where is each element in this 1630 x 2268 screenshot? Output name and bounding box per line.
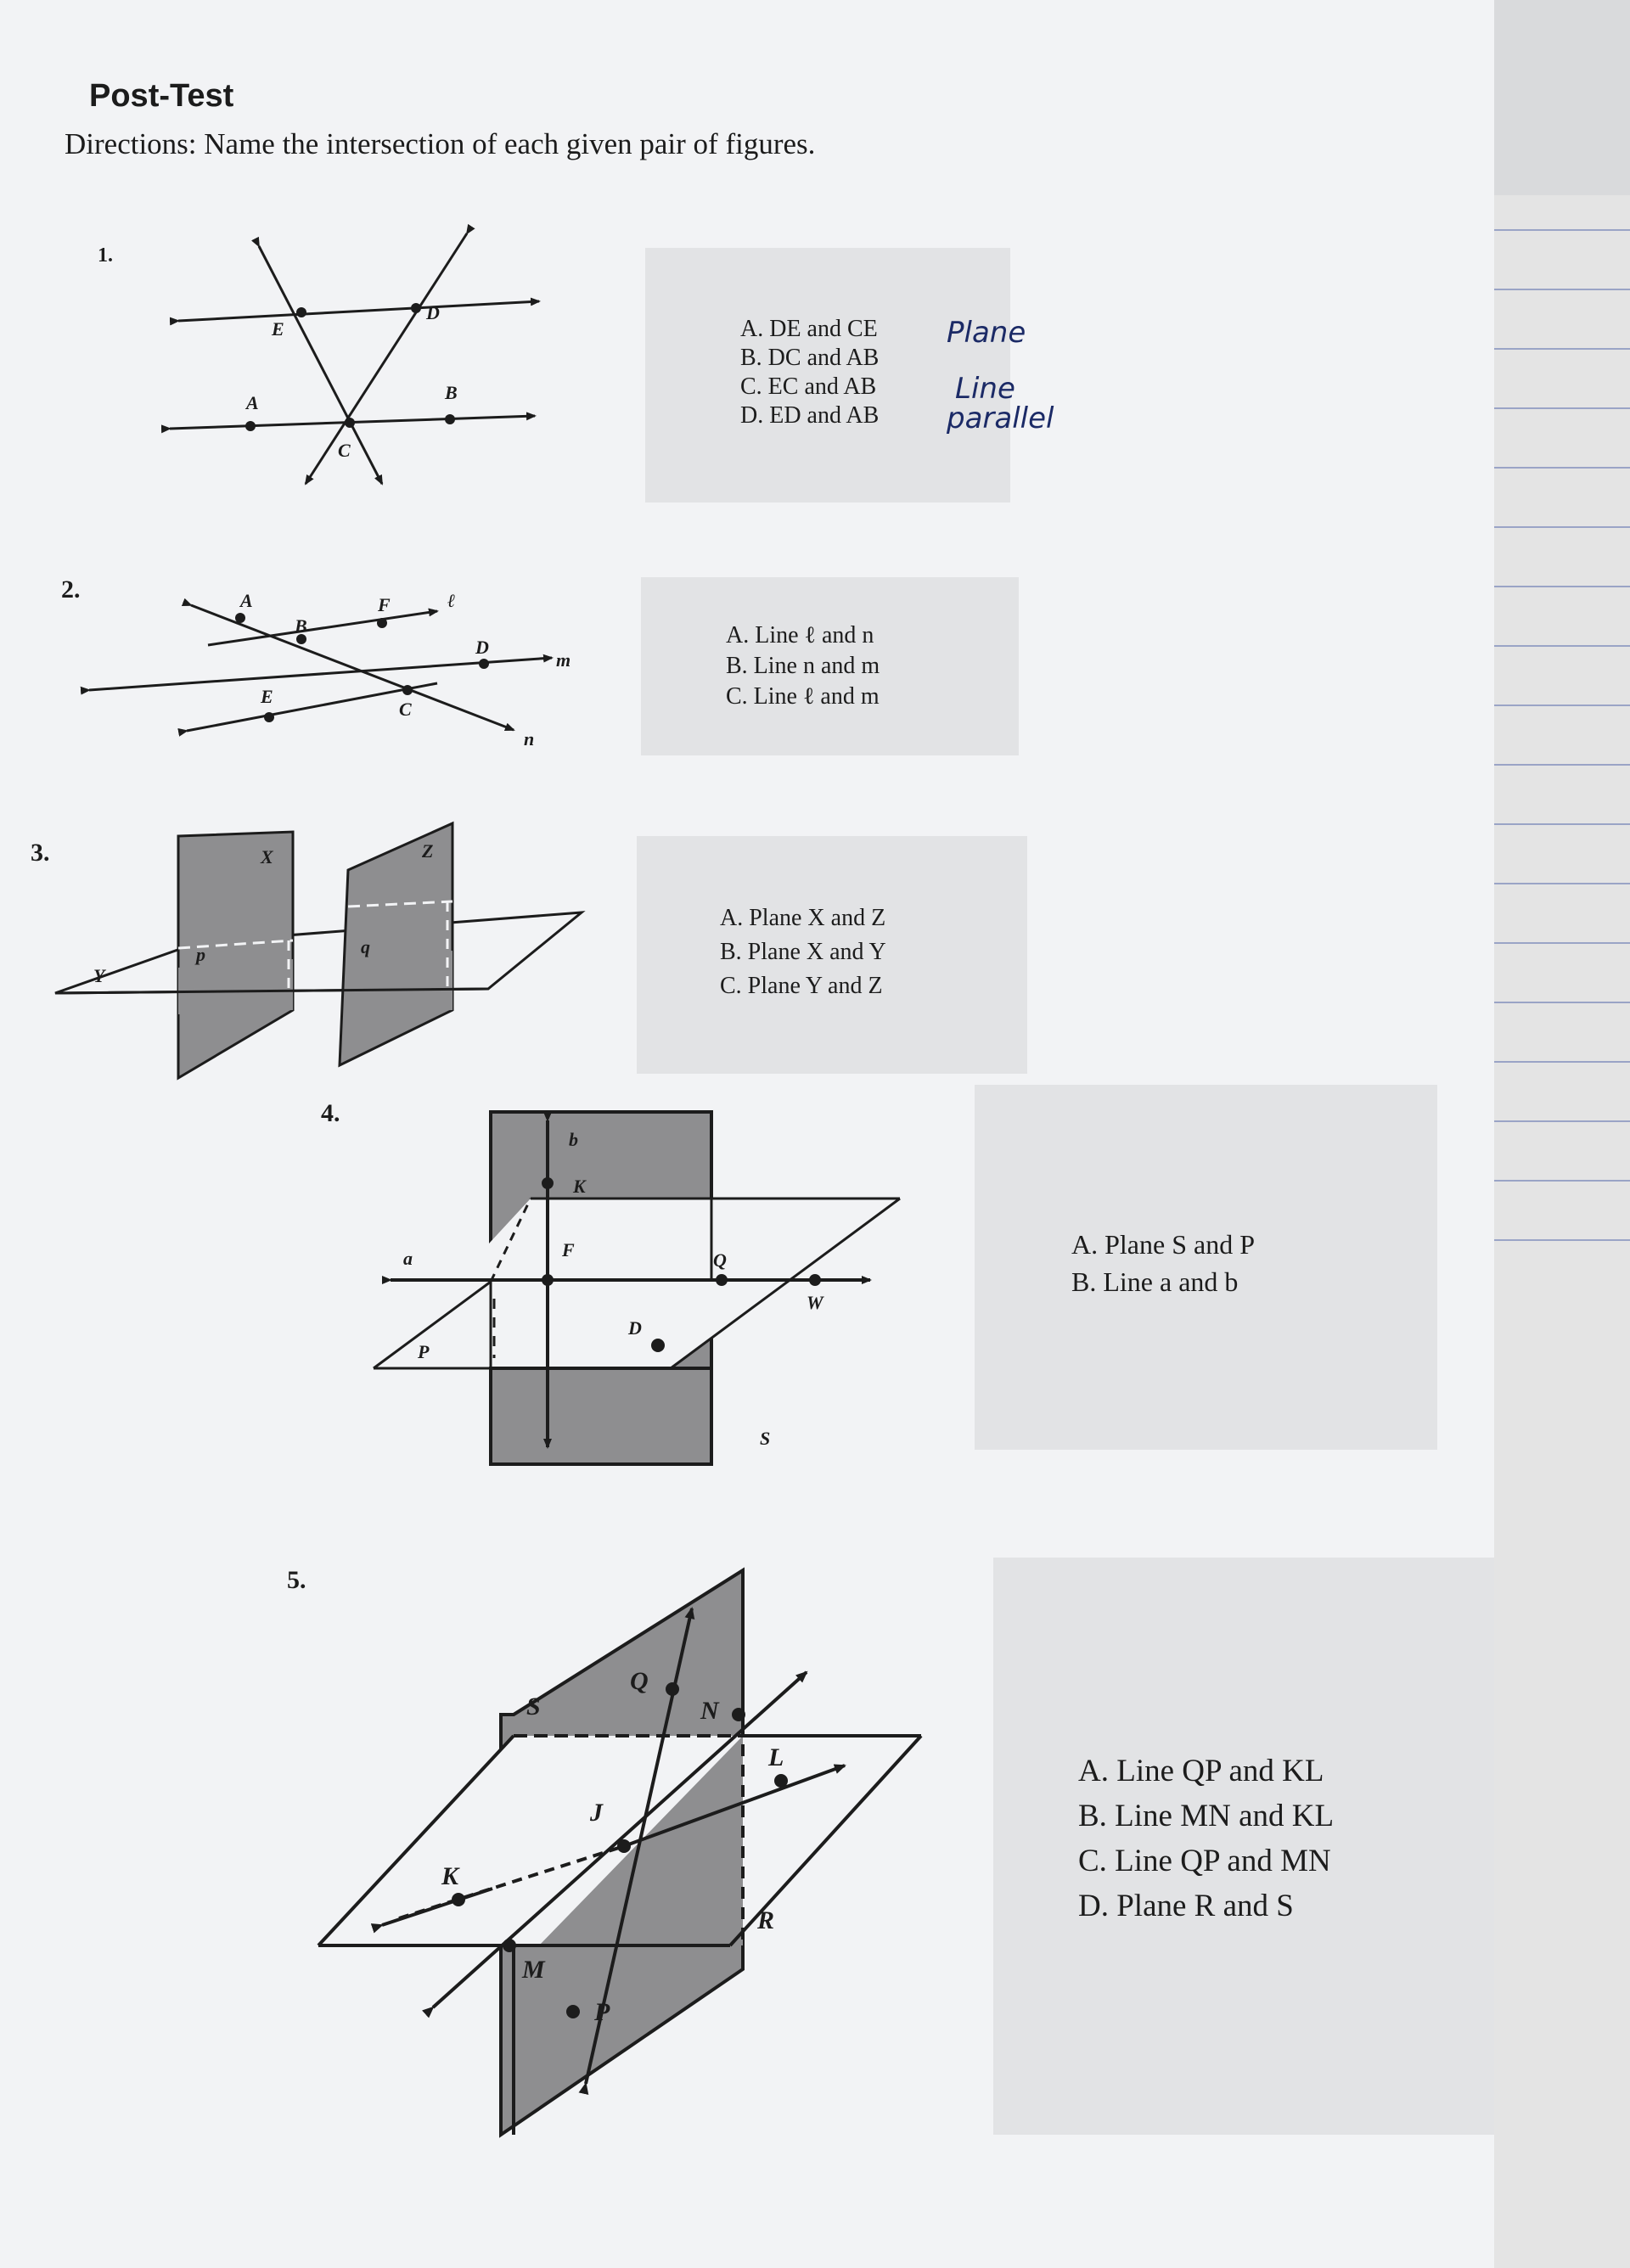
label-E: E [272, 318, 284, 340]
label-m: m [556, 649, 571, 671]
label-L: L [768, 1743, 784, 1771]
label-D: D [628, 1317, 642, 1339]
label-S: S [526, 1693, 541, 1721]
label-S: S [760, 1428, 771, 1449]
label-B: B [295, 615, 307, 637]
label-q: q [361, 936, 370, 957]
label-A: A [246, 392, 259, 413]
question-5-figure [314, 1562, 934, 2139]
q4-option-b[interactable]: B. Line a and b [1071, 1266, 1239, 1297]
label-K: K [573, 1176, 586, 1197]
q3-option-c[interactable]: C. Plane Y and Z [720, 973, 883, 999]
label-P: P [418, 1341, 430, 1362]
label-B: B [445, 382, 458, 403]
q1-option-d[interactable]: D. ED and AB [740, 402, 880, 429]
label-N: N [700, 1697, 719, 1725]
q1-option-a[interactable]: A. DE and CE [740, 316, 878, 342]
question-4-number: 4. [321, 1099, 340, 1127]
q2-option-b[interactable]: B. Line n and m [726, 653, 880, 679]
label-W: W [807, 1292, 823, 1313]
label-a: a [403, 1248, 413, 1269]
label-X: X [261, 846, 273, 867]
handwritten-answer-c: Line [955, 372, 1015, 406]
question-3-figure [47, 819, 599, 1082]
q5-option-d[interactable]: D. Plane R and S [1078, 1889, 1294, 1923]
label-Y: Y [93, 965, 105, 986]
label-Z: Z [422, 840, 434, 862]
q5-option-a[interactable]: A. Line QP and KL [1078, 1754, 1324, 1788]
directions-text: Directions: Name the intersection of each given pair of figures. [65, 127, 816, 160]
label-P: P [594, 1998, 610, 2026]
q5-option-c[interactable]: C. Line QP and MN [1078, 1844, 1331, 1878]
label-D: D [475, 637, 489, 658]
label-l: ℓ [447, 590, 456, 611]
label-b: b [569, 1129, 578, 1150]
label-C: C [338, 440, 351, 461]
label-D: D [426, 302, 440, 323]
label-A: A [240, 590, 253, 611]
q2-option-c[interactable]: C. Line ℓ and m [726, 683, 880, 710]
question-2-figure [81, 581, 590, 751]
question-5-number: 5. [287, 1566, 306, 1594]
question-4-geometry [365, 1103, 891, 1468]
question-1-figure [161, 229, 560, 501]
q4-option-a[interactable]: A. Plane S and P [1071, 1229, 1255, 1260]
handwritten-answer-d: parallel [947, 401, 1054, 435]
label-E: E [261, 686, 273, 707]
underlying-notebook-page [1494, 195, 1630, 2268]
question-2-number: 2. [61, 575, 81, 603]
handwritten-answer-a: Plane [947, 316, 1026, 350]
q2-option-a[interactable]: A. Line ℓ and n [726, 622, 874, 648]
label-Q: Q [630, 1667, 649, 1695]
question-3-number: 3. [31, 839, 50, 867]
label-n: n [524, 728, 535, 749]
label-Q: Q [713, 1249, 727, 1271]
label-R: R [757, 1906, 775, 1934]
label-F: F [378, 594, 391, 615]
page-title: Post-Test [89, 78, 234, 114]
q3-option-b[interactable]: B. Plane X and Y [720, 939, 886, 965]
label-M: M [522, 1956, 545, 1984]
label-K: K [441, 1862, 459, 1890]
label-C: C [399, 699, 412, 720]
question-1-number: 1. [98, 244, 113, 267]
label-F: F [562, 1239, 575, 1260]
label-p: p [196, 944, 205, 965]
q3-option-a[interactable]: A. Plane X and Z [720, 905, 886, 931]
label-J: J [590, 1799, 603, 1827]
q1-option-b[interactable]: B. DC and AB [740, 345, 880, 371]
q5-option-b[interactable]: B. Line MN and KL [1078, 1799, 1335, 1833]
q1-option-c[interactable]: C. EC and AB [740, 373, 877, 400]
